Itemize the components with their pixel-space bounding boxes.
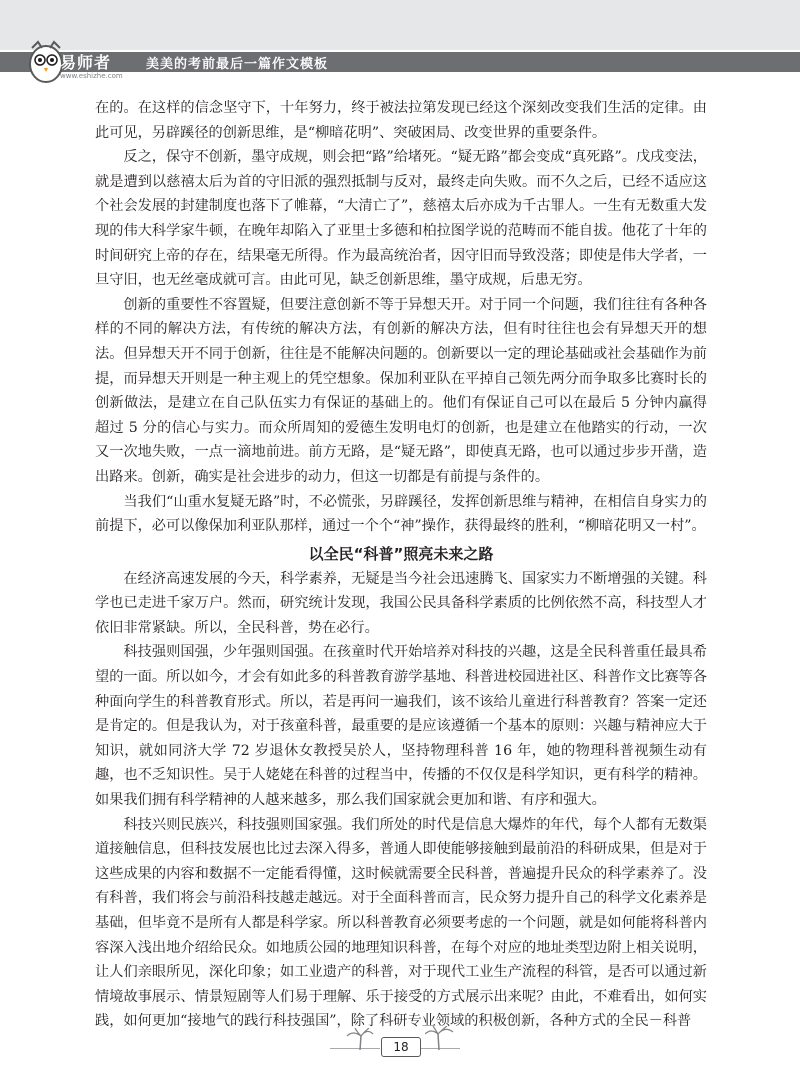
page-number: 18 [381, 1037, 421, 1057]
palm-tree-icon [345, 1028, 375, 1050]
article-body [95, 96, 707, 1034]
logo-text: 易师者 [60, 53, 112, 72]
logo-url: www.eshizhe.com [60, 72, 123, 80]
essay-title: 以全民“科普”照亮未来之路 [308, 544, 494, 563]
paragraph: 创新的重要性不容置疑，但要注意创新不等于异想天开。对于同一个问题，我们往往有各种各样的不同的解决方法，有传统的解决方法，有创新的解决方法，但有时往往也会有异想天开的想法。但异想天开不同于创新，往往是不能解决问题的。创新要以一定的理论基础或社会基础作为前提，而异想天开则是一种主观上的凭空想象。保加利亚队在平掉自己领先两分而争取多比赛时长的创新做法，是建立在自己队伍实力有保证的基础上的。他们有保证自己可以在最后 5 分钟内赢得超过 5 分的信心与实力。而众所周知的爱德生发明电灯的创新，也是建立在他踏实的行动，一次又一次地失败，一点一滴地前进。前方无路，是“疑无路”，即使真无路，也可以通过步步开凿，造出路来。创新，确实是社会进步的动力，但这一切都是有前提与条件的。 [95, 296, 707, 485]
paragraph: 当我们“山重水复疑无路”时，不必慌张，另辟蹊径，发挥创新思维与精神，在相信自身实力的前提下，必可以像保加利亚队那样，通过一个个“神”操作，获得最终的胜利，“柳暗花明又一村”。 [95, 493, 707, 535]
paragraph: 科技强则国强，少年强则国强。在孩童时代开始培养对科技的兴趣，这是全民科普重任最具希望的一面。所以如今，才会有如此多的科普教育游学基地、科普进校园进社区、科普作文比赛等各种面向学生的科普教育形式。所以，若是再问一遍我们，该不该给儿童进行科普教育？答案一定还是肯定的。但是我认为，对于孩童科普，最重要的是应该遵循一个基本的原则：兴趣与精神应大于知识，就如同济大学 72 岁退休女教授吴於人，坚持物理科普 16 年，她的物理科普视频生动有趣，也不乏知识性。吴于人姥姥在科普的过程当中，传播的不仅仅是科学知识，更有科学的精神。如果我们拥有科学精神的人越来越多，那么我们国家就会更加和谐、有序和强大。 [95, 644, 707, 809]
paragraph: 科技兴则民族兴，科技强则国家强。我们所处的时代是信息大爆炸的年代，每个人都有无数渠道接触信息，但科技发展也比过去深入得多，普通人即使能够接触到最前沿的科研成果，但是对于这些成果的内容和数据不一定能看得懂，这时候就需要全民科普，普遍提升民众的科学素养了。没有科普，我们将会与前沿科技越走越远。对于全面科普而言，民众努力提升自己的科学文化素养是基础，但毕竟不是所有人都是科学家。所以科普教育必须要考虑的一个问题，就是如何能将科普内容深入浅出地介绍给民众。如地质公园的地理知识科普，在每个对应的地址类型边附上相关说明，让人们亲眼所见，深化印象；如工业遗产的科普，对于现代工业生产流程的科管，是否可以通过新情境故事展示、情景短剧等人们易于理解、乐于接受的方式展示出来呢？由此，不难看出，如何实践，如何更加“接地气的践行科技强国”，除了科研专业领域的积极创新，各种方式的全民－科普 [95, 816, 707, 1030]
header-tagline: 美美的考前最后一篇作文模板 [146, 57, 329, 72]
page-header [0, 0, 800, 88]
paragraph: 在经济高速发展的今天，科学素养，无疑是当今社会迅速腾飞、国家实力不断增强的关键。科学也已走进千家万户。然而，研究统计发现，我国公民具备科学素质的比例依然不高，科技型人才依旧非常紧缺。所以，全民科普，势在必行。 [95, 570, 707, 636]
paragraph-continued: 在的。在这样的信念坚守下，十年努力，终于被法拉第发现已经这个深刻改变我们生活的定律。由此可见，另辟蹊径的创新思维，是“柳暗花明”、突破困局、改变世界的重要条件。 [95, 100, 707, 141]
palm-tree-icon [425, 1026, 455, 1050]
paragraph: 反之，保守不创新，墨守成规，则会把“路”给堵死。“疑无路”都会变成“真死路”。戊戌变法，就是遭到以慈禧太后为首的守旧派的强烈抵制与反对，最终走向失败。而不久之后，已经不适应这个社会发展的封建制度也落下了帷幕，“大清亡了”，慈禧太后亦成为千古罪人。一生有无数重大发现的伟大科学家牛顿，在晚年却陷入了亚里士多德和柏拉图学说的范畴而不能自拔。他花了十年的时间研究上帝的存在，结果毫无所得。作为最高统治者，因守旧而导致没落；即使是伟大学者，一旦守旧，也无丝毫成就可言。由此可见，缺乏创新思维，墨守成规，后患无穷。 [95, 149, 707, 289]
